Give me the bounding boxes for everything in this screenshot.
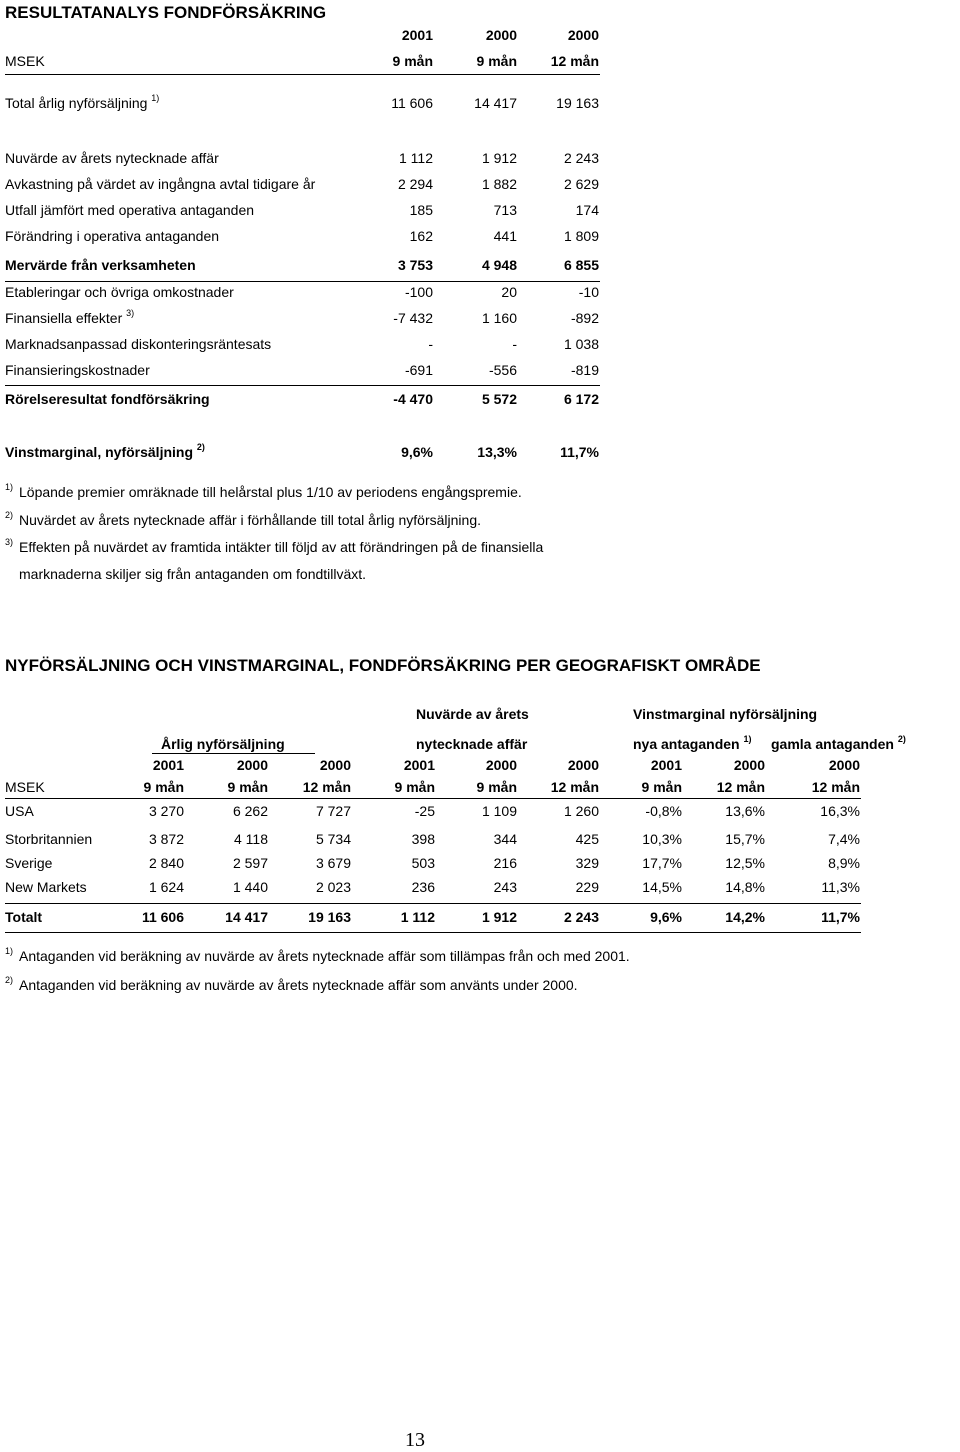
s1-cell: 1 912 [481, 150, 517, 166]
s2-cell: 5 734 [315, 831, 351, 847]
s2-cell: -25 [414, 803, 435, 819]
s1-cell: 441 [493, 228, 517, 244]
s2-row-label: New Markets [5, 879, 87, 895]
s2-cell: 2 023 [315, 879, 351, 895]
s2-cell: 16,3% [820, 803, 860, 819]
s1-cell: 19 163 [556, 95, 599, 111]
s1-cell: -10 [578, 284, 599, 300]
s1-cell: - [428, 336, 433, 352]
s2-cell: 15,7% [725, 831, 765, 847]
s2-cell: 10,3% [642, 831, 682, 847]
s1-row-label-text: Mervärde från verksamheten [5, 257, 196, 273]
s1-cell: -100 [404, 284, 433, 300]
s1-cell: -691 [404, 362, 433, 378]
s1-cell: 1 112 [399, 150, 433, 166]
s1-row-label [5, 310, 134, 326]
s2-cell: 14,8% [725, 879, 765, 895]
s2-cell: 12,5% [725, 855, 765, 871]
s2-rule-totalt [5, 903, 861, 904]
page-number: 13 [405, 1429, 425, 1451]
s1-cell: 5 572 [481, 391, 517, 407]
s2-period: 12 mån [550, 779, 599, 795]
s1-cell: 2 629 [563, 176, 599, 192]
s1-row-label-text: Vinstmarginal, nyförsäljning [5, 444, 194, 460]
section1-title: RESULTATANALYS FONDFÖRSÄKRING [5, 3, 327, 22]
s2-row-label: Storbritannien [5, 831, 93, 847]
s2-cell: 4 118 [234, 831, 268, 847]
s2-year: 2000 [485, 757, 517, 773]
s1-row-label-text: Förändring i operativa antaganden [5, 228, 220, 244]
s1-row-label-text: Nuvärde av årets nytecknade affär [5, 150, 219, 166]
s1-cell: 2 294 [397, 176, 433, 192]
s2-group-vinstmarginal: Vinstmarginal nyförsäljning [633, 706, 818, 722]
s2-cell: 3 872 [148, 831, 184, 847]
s1-row-label-text: Finansiella effekter [5, 310, 123, 326]
s1-footnote-mark: 1) [5, 482, 14, 492]
s1-row-label-text: Etableringar och övriga omkostnader [5, 284, 234, 300]
s1-row-label-text: Marknadsanpassad diskonteringsräntesats [5, 336, 272, 352]
s1-cell: 6 855 [563, 257, 599, 273]
s2-cell: 2 243 [563, 909, 599, 925]
s2-cell: 14,2% [725, 909, 765, 925]
s2-group-arlig: Årlig nyförsäljning [161, 736, 285, 752]
s2-cell: 236 [411, 879, 435, 895]
s1-cell: 185 [409, 202, 433, 218]
s2-cell: 1 260 [563, 803, 599, 819]
s1-row-footnote-mark: 2) [196, 442, 205, 452]
s2-cell: 14 417 [225, 909, 268, 925]
s2-footnote-text: Antaganden vid beräkning av nuvärde av årets nytecknade affär som tillämpas från och med 2001. [19, 948, 630, 964]
s1-cell: 11,7% [560, 444, 599, 460]
s2-cell: 6 262 [232, 803, 268, 819]
s2-year: 2000 [319, 757, 351, 773]
section2-title: NYFÖRSÄLJNING OCH VINSTMARGINAL, FONDFÖRSÄKRING PER GEOGRAFISKT OMRÅDE [5, 656, 761, 675]
s2-cell: 425 [575, 831, 599, 847]
s2-cell: 19 163 [308, 909, 351, 925]
s2-cell: 11,3% [821, 879, 860, 895]
s1-cell: -7 432 [393, 310, 433, 326]
s1-cell: 4 948 [481, 257, 517, 273]
s1-cell: 174 [575, 202, 599, 218]
s1-row-label-text: Finansieringskostnader [5, 362, 150, 378]
s1-row-label [5, 336, 271, 352]
s1-row-label [5, 228, 219, 244]
s2-cell: 9,6% [650, 909, 682, 925]
s1-cell: 713 [493, 202, 517, 218]
s2-cell: -0,8% [645, 803, 682, 819]
s2-cell: 1 624 [148, 879, 184, 895]
s2-year: 2001 [152, 757, 184, 773]
s1-footnote-mark: 2) [5, 510, 14, 520]
s1-cell: 9,6% [401, 444, 433, 460]
s2-year: 2000 [733, 757, 765, 773]
s2-period: 9 mån [227, 779, 268, 795]
s1-period-3: 12 mån [550, 53, 599, 69]
s2-footnote-mark: 1) [5, 946, 14, 956]
s2-footnote-text: Antaganden vid beräkning av nuvärde av årets nytecknade affär som använts under 2000. [19, 977, 578, 993]
s1-year-3: 2000 [567, 27, 599, 43]
s2-year: 2001 [650, 757, 682, 773]
s1-cell: -556 [488, 362, 517, 378]
s2-cell: 503 [411, 855, 435, 871]
s1-footnote-text: marknaderna skiljer sig från antaganden om fondtillväxt. [19, 566, 367, 582]
s1-row-label [5, 284, 234, 300]
s1-row-footnote-mark: 3) [126, 308, 135, 318]
s2-row-label: USA [5, 803, 34, 819]
s2-unit-label: MSEK [5, 779, 45, 795]
s2-period: 12 mån [811, 779, 860, 795]
s2-cell: 344 [493, 831, 517, 847]
s1-row-label [5, 444, 205, 460]
s2-period: 9 mån [394, 779, 435, 795]
s2-cell: 1 912 [481, 909, 517, 925]
s2-cell: 13,6% [725, 803, 765, 819]
s2-row-label: Totalt [5, 909, 43, 925]
s2-cell: 1 109 [481, 803, 517, 819]
s2-rule-arlig [152, 753, 315, 754]
s1-row-label-text: Avkastning på värdet av ingångna avtal tidigare år [5, 176, 316, 192]
s2-year: 2000 [828, 757, 860, 773]
s1-cell: 1 809 [563, 228, 599, 244]
s1-row-label [5, 202, 254, 218]
s2-cell: 11,7% [821, 909, 860, 925]
s1-year-1: 2001 [401, 27, 433, 43]
s2-group-nuvarde-line1: Nuvärde av årets [416, 706, 529, 722]
s1-row-label-text: Total årlig nyförsäljning [5, 95, 148, 111]
s2-cell: 3 679 [315, 855, 351, 871]
s2-group-nuvarde-line2: nytecknade affär [416, 736, 528, 752]
s2-cell: 7,4% [828, 831, 860, 847]
s1-footnote-text: Effekten på nuvärdet av framtida intäkter till följd av att förändringen på de finansiella [19, 539, 544, 555]
s2-cell: 243 [493, 879, 517, 895]
s2-cell: 329 [575, 855, 599, 871]
s1-row-footnote-mark: 1) [151, 93, 160, 103]
s1-cell: 14 417 [474, 95, 517, 111]
s1-period-2: 9 mån [476, 53, 517, 69]
s1-cell: - [512, 336, 517, 352]
s1-cell: -892 [570, 310, 599, 326]
s2-cell: 17,7% [642, 855, 682, 871]
s2-footnote-mark: 2) [5, 975, 14, 985]
s2-nya-antaganden: nya antaganden $^{1)}$ [633, 734, 752, 752]
s2-cell: 1 440 [232, 879, 268, 895]
s2-year: 2001 [403, 757, 435, 773]
s1-cell: -819 [570, 362, 599, 378]
s1-cell: 1 882 [481, 176, 517, 192]
s2-year: 2000 [567, 757, 599, 773]
s2-period: 9 mån [143, 779, 184, 795]
s1-cell: 1 038 [563, 336, 599, 352]
s1-cell: 2 243 [563, 150, 599, 166]
s2-cell: 3 270 [148, 803, 184, 819]
s2-period: 12 mån [302, 779, 351, 795]
s2-period: 9 mån [641, 779, 682, 795]
s1-cell: 11 606 [391, 95, 433, 111]
s1-row-label [5, 176, 315, 192]
s1-row-label [5, 362, 150, 378]
s1-unit-label: MSEK [5, 53, 45, 69]
s1-rule-mervarde [5, 281, 600, 282]
s2-cell: 398 [411, 831, 435, 847]
s1-footnote-text: Nuvärdet av årets nytecknade affär i förhållande till total årlig nyförsäljning. [19, 512, 481, 528]
s1-cell: 162 [409, 228, 433, 244]
s2-cell: 229 [575, 879, 599, 895]
s1-row-label-text: Rörelseresultat fondförsäkring [5, 391, 210, 407]
s1-row-label [5, 257, 196, 273]
s1-year-2: 2000 [485, 27, 517, 43]
s1-cell: 20 [501, 284, 517, 300]
s2-cell: 2 840 [148, 855, 184, 871]
s2-period: 12 mån [716, 779, 765, 795]
s2-year: 2000 [236, 757, 268, 773]
s2-cell: 7 727 [315, 803, 351, 819]
s2-header-rule [5, 798, 861, 799]
s1-cell: 6 172 [563, 391, 599, 407]
s2-rule-bottom [5, 932, 861, 933]
s1-row-label [5, 95, 159, 111]
s2-period: 9 mån [476, 779, 517, 795]
s1-rule-rorelse [5, 385, 600, 386]
s2-cell: 216 [493, 855, 517, 871]
s2-row-label: Sverige [5, 855, 53, 871]
s2-cell: 8,9% [828, 855, 860, 871]
s1-row-label [5, 150, 219, 166]
s1-row-label [5, 391, 210, 407]
s1-row-label-text: Utfall jämfört med operativa antaganden [5, 202, 255, 218]
s1-cell: 13,3% [477, 444, 517, 460]
s2-gamla-antaganden: gamla antaganden $^{2)}$ [771, 734, 906, 752]
s2-cell: 1 112 [400, 909, 435, 925]
s2-cell: 14,5% [642, 879, 682, 895]
s2-cell: 11 606 [141, 909, 184, 925]
s1-cell: -4 470 [393, 391, 433, 407]
s1-cell: 1 160 [481, 310, 517, 326]
s1-header-rule [5, 74, 600, 75]
s1-cell: 3 753 [397, 257, 433, 273]
s1-footnote-mark: 3) [5, 537, 14, 547]
s1-period-1: 9 mån [392, 53, 433, 69]
s2-cell: 2 597 [232, 855, 268, 871]
s1-footnote-text: Löpande premier omräknade till helårstal plus 1/10 av periodens engångspremie. [19, 484, 522, 500]
